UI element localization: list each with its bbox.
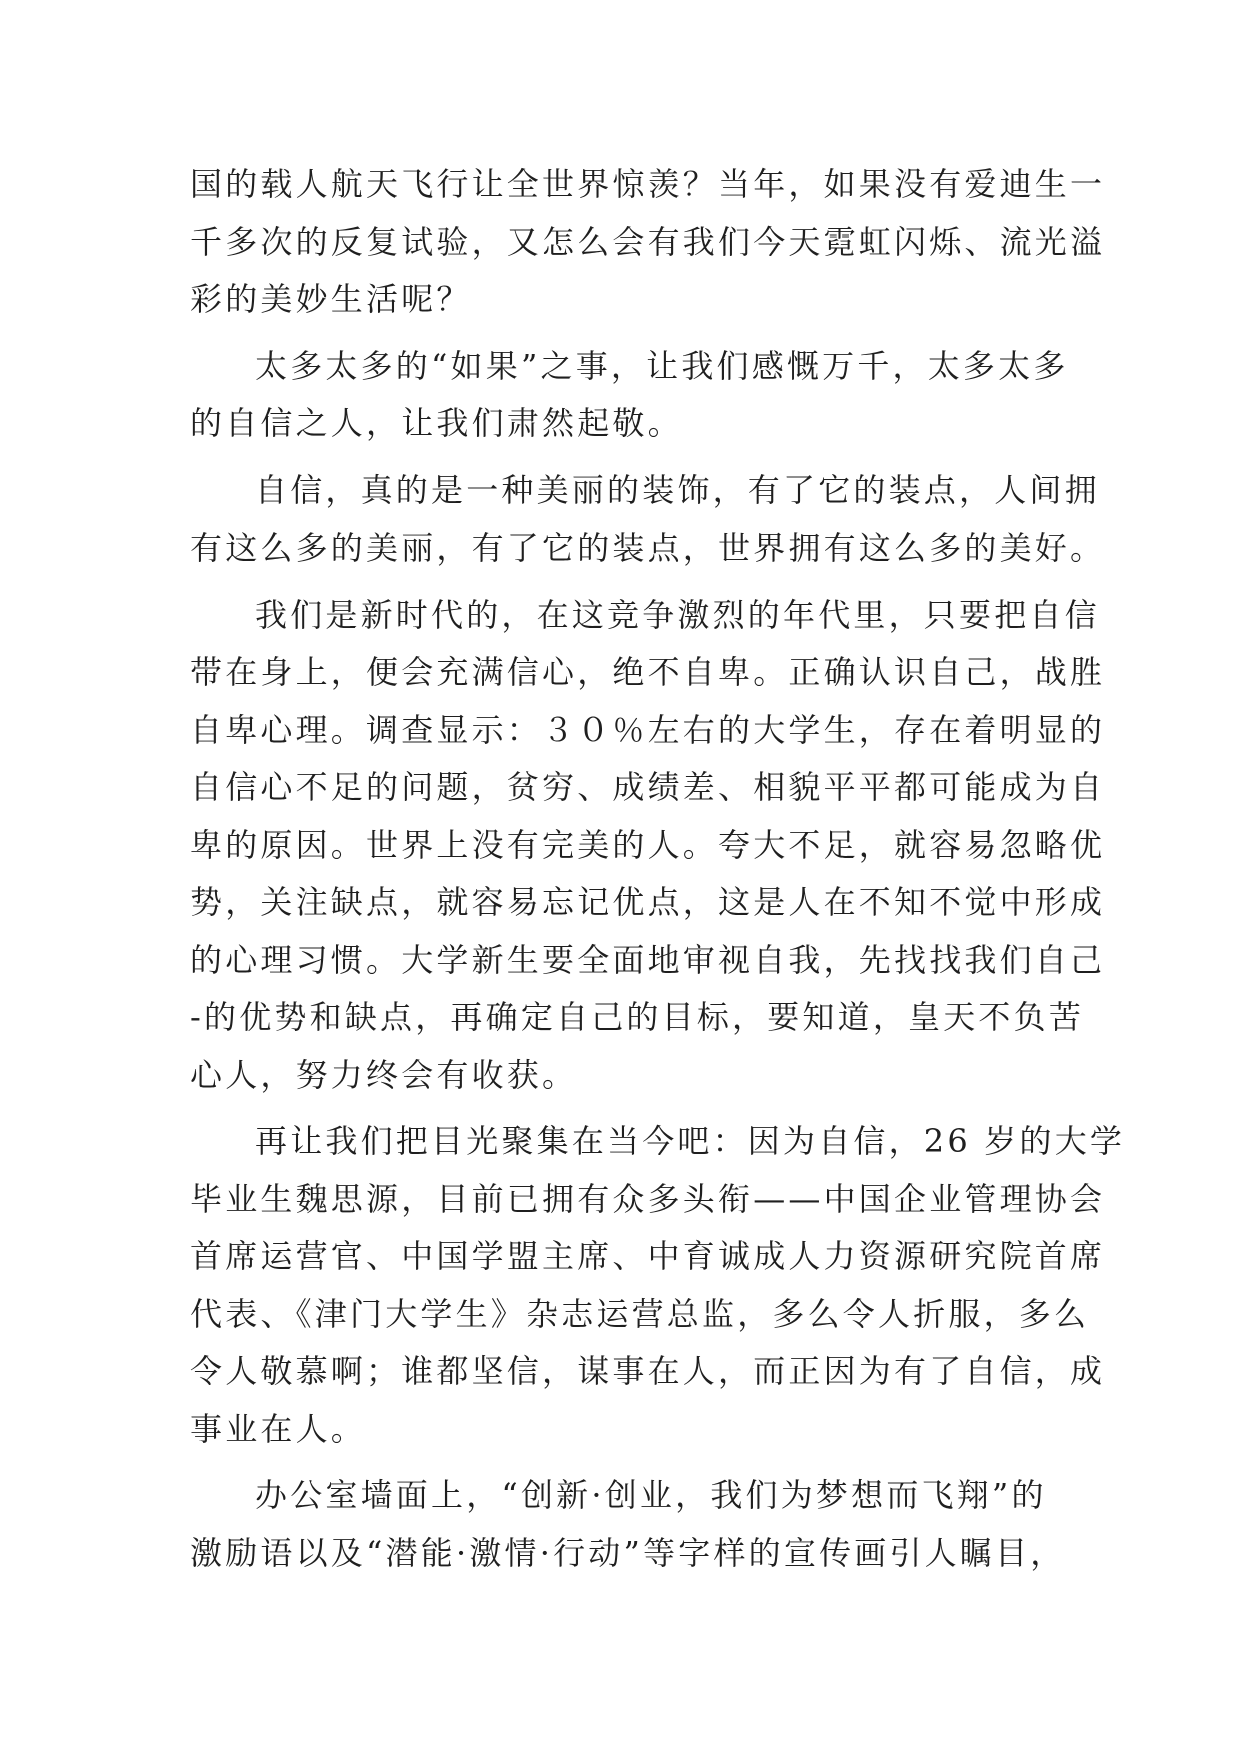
text-line: 首席运营官、中国学盟主席、中育诚成人力资源研究院首席 xyxy=(190,1237,1106,1275)
text-line: 心人，努力终会有收获。 xyxy=(190,1056,578,1094)
paragraph-first-line: 再让我们把目光聚集在当今吧：因为自信，26 岁的大学 xyxy=(255,1122,1126,1160)
paragraph-first-line: 自信，真的是一种美丽的装饰，有了它的装点，人间拥 xyxy=(255,471,1100,509)
text-line: 毕业生魏思源，目前已拥有众多头衔——中国企业管理协会 xyxy=(190,1180,1106,1218)
text-line: 卑的原因。世界上没有完美的人。夸大不足，就容易忽略优 xyxy=(190,826,1106,864)
text-line: 自卑心理。调查显示：３０％左右的大学生，存在着明显的 xyxy=(190,711,1106,749)
text-line: 千多次的反复试验，又怎么会有我们今天霓虹闪烁、流光溢 xyxy=(190,223,1106,261)
text-line: 激励语以及“潜能·激情·行动”等字样的宣传画引人瞩目， xyxy=(190,1534,1066,1572)
text-line: 势，关注缺点，就容易忘记优点，这是人在不知不觉中形成 xyxy=(190,883,1106,921)
text-line: 事业在人。 xyxy=(190,1410,367,1448)
text-line: 令人敬慕啊；谁都坚信，谋事在人，而正因为有了自信，成 xyxy=(190,1352,1106,1390)
paragraph-first-line: 太多太多的“如果”之事，让我们感慨万千，太多太多 xyxy=(255,347,1069,385)
text-line: 自信心不足的问题，贫穷、成绩差、相貌平平都可能成为自 xyxy=(190,768,1106,806)
paragraph-first-line: 办公室墙面上，“创新·创业，我们为梦想而飞翔”的 xyxy=(255,1476,1047,1514)
text-line: 国的载人航天飞行让全世界惊羡？当年，如果没有爱迪生一 xyxy=(190,165,1106,203)
text-line: 的心理习惯。大学新生要全面地审视自我，先找找我们自己 xyxy=(190,941,1106,979)
text-line: 的自信之人，让我们肃然起敬。 xyxy=(190,404,683,442)
text-line: 彩的美妙生活呢？ xyxy=(190,280,472,318)
text-line: 带在身上，便会充满信心，绝不自卑。正确认识自己，战胜 xyxy=(190,653,1106,691)
text-line: 代表、《津门大学生》杂志运营总监，多么令人折服，多么 xyxy=(190,1295,1090,1333)
paragraph-first-line: 我们是新时代的，在这竞争激烈的年代里，只要把自信 xyxy=(255,596,1100,634)
text-line: 有这么多的美丽，有了它的装点，世界拥有这么多的美好。 xyxy=(190,529,1106,567)
text-line: -的优势和缺点，再确定自己的目标，要知道，皇天不负苦 xyxy=(190,998,1085,1036)
